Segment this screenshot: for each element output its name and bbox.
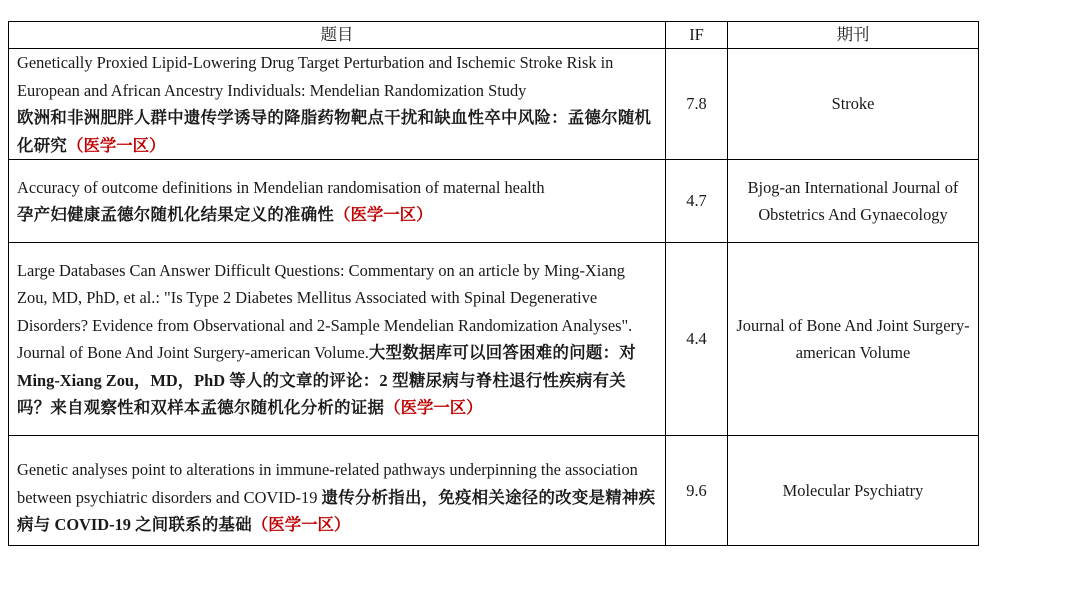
zone-tag: （医学一区） <box>251 515 351 535</box>
header-journal: 期刊 <box>728 22 979 49</box>
table-row <box>9 436 979 546</box>
impact-factor: 4.4 <box>666 243 728 436</box>
paper-title-en: Large Databases Can Answer Difficult Questions: Commentary on an article by Ming-Xiang Zou, MD, PhD, et al.: "Is Type 2 Diabetes Mellitus Associated with Spinal Degenerative Disorders? Evidence from Observational and 2-Sample Mendelian Randomization Analyses". Journal of Bone And Joint Surgery-american Volume. <box>17 260 633 362</box>
paper-title-zh-term: COVID-19 <box>50 515 136 535</box>
paper-title-zh: 欧洲和非洲肥胖人群中遗传学诱导的降脂药物靶点干扰和缺血性卒中风险：孟德尔随机化研究 <box>17 108 652 155</box>
journal-name: Bjog-an International Journal of Obstetrics And Gynaecology <box>728 160 979 243</box>
paper-title-zh-rest: 等人的文章的评论：2 型糖尿病与脊柱退行性疾病有关吗？来自观察性和双样本孟德尔随机化分析的证据 <box>17 370 626 417</box>
zone-tag: （医学一区） <box>384 398 483 417</box>
journal-name: Molecular Psychiatry <box>728 436 979 546</box>
paper-title-en: Genetic analyses point to alterations in immune-related pathways underpinning the association between psychiatric disorders and COVID-19 <box>17 460 638 507</box>
table-row <box>9 49 979 160</box>
header-row <box>9 22 979 49</box>
paper-title-en: Accuracy of outcome definitions in Mendelian randomisation of maternal health <box>17 177 545 197</box>
paper-title-cell <box>9 243 666 436</box>
paper-title-zh: 孕产妇健康孟德尔随机化结果定义的准确性 <box>17 205 335 224</box>
impact-factor: 7.8 <box>666 49 728 160</box>
header-title: 题目 <box>9 22 666 49</box>
paper-title-zh-rest: 之间联系的基础 <box>135 515 252 535</box>
paper-title-zh-author: Ming-Xiang Zou，MD，PhD <box>17 370 230 390</box>
journal-name: Journal of Bone And Joint Surgery-american Volume <box>728 243 979 436</box>
papers-table <box>8 21 979 546</box>
paper-title-cell <box>9 49 666 160</box>
table-row <box>9 243 979 436</box>
zone-tag: （医学一区） <box>67 135 166 155</box>
table-row <box>9 160 979 243</box>
paper-title-cell <box>9 436 666 546</box>
zone-tag: （医学一区） <box>334 205 433 224</box>
paper-title-zh: 遗传分析指出，免疫相关途径的改变是精神疾病与 <box>17 487 656 535</box>
impact-factor: 9.6 <box>666 436 728 546</box>
paper-title-en: Genetically Proxied Lipid-Lowering Drug Target Perturbation and Ischemic Stroke Risk in European and African Ancestry Individuals: Mendelian Randomization Study <box>17 53 614 100</box>
paper-title-cell <box>9 160 666 243</box>
paper-title-zh: 大型数据库可以回答困难的问题：对 <box>368 343 636 362</box>
journal-name: Stroke <box>728 49 979 160</box>
impact-factor: 4.7 <box>666 160 728 243</box>
header-if: IF <box>666 22 728 49</box>
